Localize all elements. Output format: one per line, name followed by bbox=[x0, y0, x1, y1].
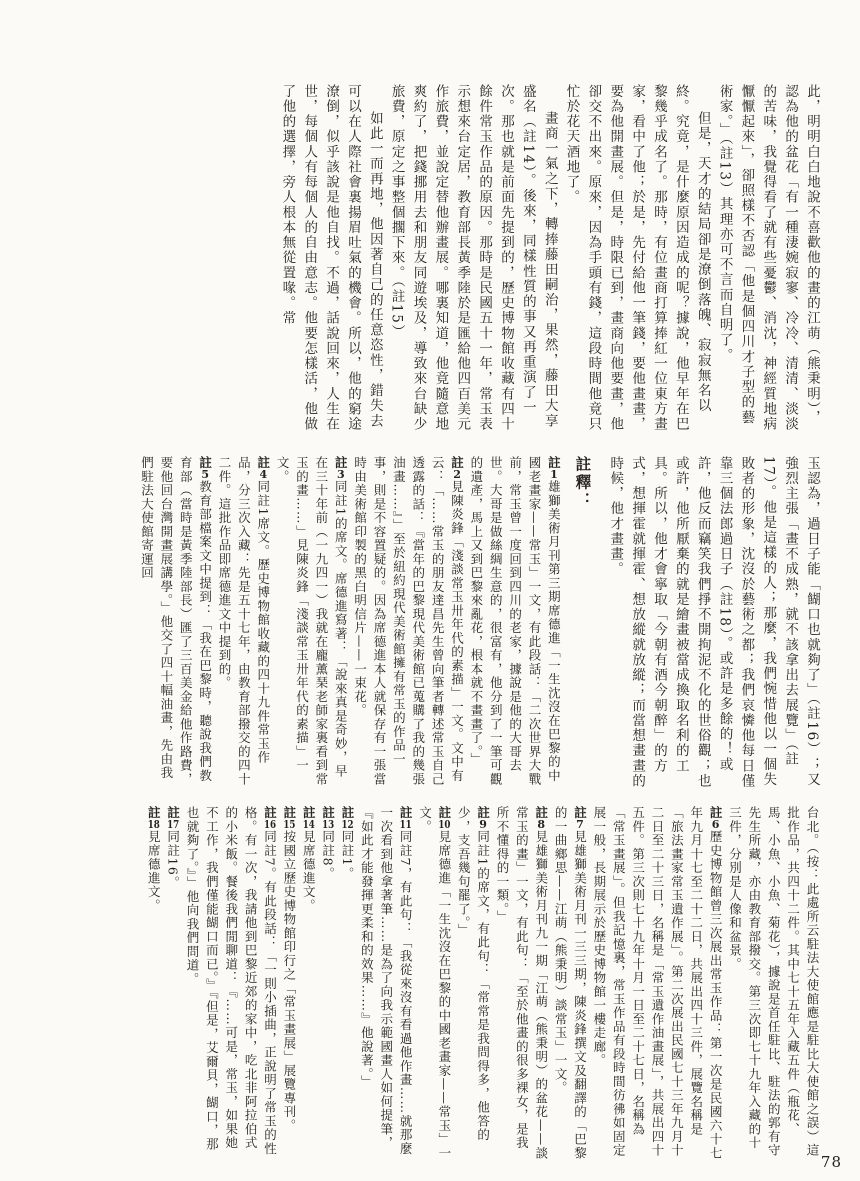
note-text: 同註7，有此句：「我從來沒有看過他作畫……就那麼一次看到他拿著筆……是為了向我示範國畫人如何提筆，『如此才能發揮更柔和的效果……』他說著。」 bbox=[359, 806, 414, 1156]
note-item bbox=[590, 806, 726, 1162]
note-item bbox=[338, 806, 357, 1162]
note-item bbox=[467, 456, 564, 790]
note-number: 註2 bbox=[449, 456, 465, 481]
note-text: 見席德進「一生沈沒在巴黎的中國老畫家——常玉」一文。 bbox=[417, 806, 452, 1161]
note-text: 教育部檔案文中提到：「我在巴黎時，聽說我們教育部（當時是黃季陸部長）匯了三百美金給他作路費，要他回台灣開畫展講學。」他交了四十幅油畫，先由我們駐法大使館寄運回 bbox=[139, 456, 213, 786]
note-number: 註16 bbox=[262, 806, 278, 831]
note-item bbox=[454, 806, 493, 1162]
note-text: 同註1。 bbox=[340, 830, 355, 881]
note-item bbox=[144, 806, 163, 1162]
note-number: 註8 bbox=[533, 806, 549, 831]
note-number: 註12 bbox=[340, 806, 355, 831]
note-continuation: 台北。（按：此處所云駐法大使館應是駐比大使館之誤）這批作品，共四十二件。其中七十五年入藏五件（瓶花、馬、小魚、小魚、菊花），據說是首任駐比、駐法的郭有守先生所藏，亦由教育部撥交。第三次即七十九年入藏的十三件，分別是人像和盆景。 bbox=[727, 806, 820, 1158]
note-number: 註5 bbox=[197, 456, 213, 481]
note-item bbox=[551, 806, 590, 1162]
note-item bbox=[299, 806, 318, 1162]
note-item bbox=[357, 806, 415, 1162]
note-item bbox=[137, 456, 215, 790]
note-text: 雄獅美術月刊第三期席德進「一生沈沒在巴黎的中國老畫家——常玉」一文，有此段話：「二次世界大戰前，常玉曾一度回到四川的老家，據說是他的大哥去世。大哥是做絲綢生意的，很富有，他分到了一筆可觀的遺產，馬上又到巴黎來亂花，根本就不畫畫了。」 bbox=[468, 456, 562, 786]
note-item bbox=[318, 806, 337, 1162]
note-item bbox=[415, 806, 454, 1162]
note-text: 同註1席文。歷史博物館收藏的四十九件常玉作品，分三次入藏：先是五十七年，由教育部撥交的四十二件。這批作品即席德進文中提到的。 bbox=[217, 456, 271, 786]
note-number: 註11 bbox=[398, 806, 414, 831]
note-text: 同註16。 bbox=[165, 830, 181, 890]
paragraph-continuation: 玉認為，過日子能「餬口也就夠了」（註16）；又強烈主張「畫不成熟，就不該拿出去展覽」（註17）。他是這樣的人；那麼，我們惋惜他以一個失敗者的形象，沈沒於藝術之都；我們哀憐他每日僅靠三個法郎過日子（註18）。或許是多餘的！或許，他反而竊笑我們掙不開拘泥不化的世俗觀；也或許，他所厭棄的就是繪畫被當成換取名利的工具。所以，他才會寧取「今朝有酒今朝醉」的方式，想揮霍就揮霍、想放縱就放縱；而當想畫畫的時候，他才畫畫。 bbox=[607, 456, 820, 789]
note-text: 見陳炎鋒「淺談常玉卅年代的素描」一文。文中有云：「……常玉的朋友達昌先生曾向筆者轉述常玉自己透露的話：『當年的巴黎現代美術館已蒐購了我的幾張油畫……』」至於紐約現代美術館擁有常玉的作品一事，則是不容置疑的。因為席德進本人就保存有一張當時由美術館印製的黑白明信片——一束花。 bbox=[352, 456, 465, 786]
note-number: 註9 bbox=[475, 806, 491, 831]
note-item bbox=[350, 456, 466, 790]
note-number: 註1 bbox=[546, 456, 562, 481]
note-text: 同註7。有此段話：「一則小插曲，正說明了常玉的性格。有一次，我請他到巴黎近郊的家中，吃北非阿拉伯式的小米飯。餐後我們閒聊道：『……可是，常玉，如果她不工作，我們僅能餬口而已。』『但是，艾爾貝，餬口，那也就夠了。』」他向我們問道。 bbox=[185, 806, 278, 1156]
note-text: 歷史博物館曾三次展出常玉作品：第一次是民國六十七年九月十七至二十二日，共展出四十三件，展覽名稱是「旅法畫家常玉遺作展」。第二次展出民國七十三年九月十二日至二十三日，名稱是「常玉遺作油畫展」，共展出四十五件。第三次則七十九年十月一日至二十七日，名稱為「常玉畫展」。但我記憶裏，常玉作品有段時間彷彿如固定展一般，長期展示於歷史博物館一樓走廊。 bbox=[591, 806, 724, 1161]
note-number: 註7 bbox=[572, 806, 588, 831]
note-number: 註10 bbox=[436, 806, 452, 831]
note-item bbox=[273, 456, 351, 790]
note-item bbox=[183, 806, 280, 1162]
note-number: 註13 bbox=[320, 806, 336, 831]
note-text: 同註1的席文。席德進寫著：「說來真是奇妙，早在三十年前（一九四一）我就在龐薰琹老師家裏看到常玉的畫……」見陳炎鋒「淺談常玉卅年代的素描」一文。 bbox=[275, 456, 349, 786]
note-text: 同註8。 bbox=[320, 830, 336, 881]
note-number: 註17 bbox=[165, 806, 181, 831]
page-number: 78 bbox=[820, 1153, 842, 1171]
note-number: 註14 bbox=[301, 806, 317, 831]
note-text: 見雄獅美術月刊一三三期，陳炎鋒撰文及翻譯的「巴黎的一曲鄉思——江萌（熊秉明）談常玉」一文。 bbox=[553, 806, 588, 1161]
note-text: 見雄獅美術月刊九一期「江萌（熊秉明）的盆花——談常玉的畫」一文，有此句：「至於他畫的很多裸女，是我所不懂得的一類。」 bbox=[495, 806, 549, 1161]
main-text-upper bbox=[54, 84, 822, 440]
note-item bbox=[163, 806, 182, 1162]
paragraph: 如此一而再地，他因著自己的任意恣性，錯失去可以在人際社會裏揚眉吐氣的機會。所以，他的窮途潦倒，似乎該說是他自找。不過，話說回來，人生在世，每個人有每個人的自由意志。他要怎樣活，他做了他的選擇，旁人根本無從置喙。常 bbox=[279, 84, 383, 432]
note-text: 按國立歷史博物館印行之「常玉畫展」展覽專刊。 bbox=[281, 830, 297, 1133]
note-text: 見席德進文。 bbox=[301, 830, 317, 913]
note-text: 見席德進文。 bbox=[146, 830, 162, 913]
note-number: 註4 bbox=[255, 456, 271, 481]
note-number: 註3 bbox=[333, 456, 349, 481]
paragraph: 此，明明白白地說不喜歡他的畫的江萌（熊秉明），認為他的盆花「有一種淒婉寂寥、冷冷、清清、淡淡的苦味，我覺得看了就有些憂鬱、消沈，神經質地病懨懨起來」，卻照樣不否認「他是個四川才子型的藝術家。」（註13）其理亦可不言而自明了。 bbox=[716, 84, 820, 432]
note-item bbox=[215, 456, 273, 790]
note-item bbox=[280, 806, 299, 1162]
notes-header: 註釋： bbox=[573, 456, 593, 510]
notes-section-lower bbox=[54, 806, 822, 1162]
note-number: 註6 bbox=[708, 806, 724, 831]
paragraph: 畫商一氣之下，轉捧藤田嗣治，果然，藤田大享盛名（註14）。後來，同樣性質的事又再重演了一次。那也就是前面先提到的，歷史博物館收藏有四十餘件常玉作品的原因。那時是民國五十一年，常玉表示想來台定居，教育部長黃季陸於是匯給他四百美元作旅費，並說定替他辦畫展。哪裏知道，他竟隨意地爽約了，把錢挪用去和朋友同遊埃及，導致來台缺少旅費，原定之事整個擱下來。（註15） bbox=[388, 84, 558, 432]
paragraph: 但是，天才的結局卻是潦倒落魄、寂寂無名以終。究竟，是什麼原因造成的呢？據說，他早年在巴黎幾乎成名了。那時，有位畫商打算捧紅一位東方畫家，看中了他；於是，先付給他一筆錢，要他畫畫，要為他開畫展。但是，時限已到，畫商向他要畫，他卻交不出來。原來，因為手頭有錢，這段時間他竟只忙於花天酒地了。 bbox=[563, 84, 711, 432]
notes-section-upper bbox=[54, 456, 822, 790]
note-number: 註18 bbox=[146, 806, 162, 831]
note-text: 同註1的席文，有此句：「常常是我問得多，他答的少，支吾幾句罷了。」 bbox=[456, 806, 491, 1142]
note-item bbox=[493, 806, 551, 1162]
note-number: 註15 bbox=[281, 806, 297, 831]
